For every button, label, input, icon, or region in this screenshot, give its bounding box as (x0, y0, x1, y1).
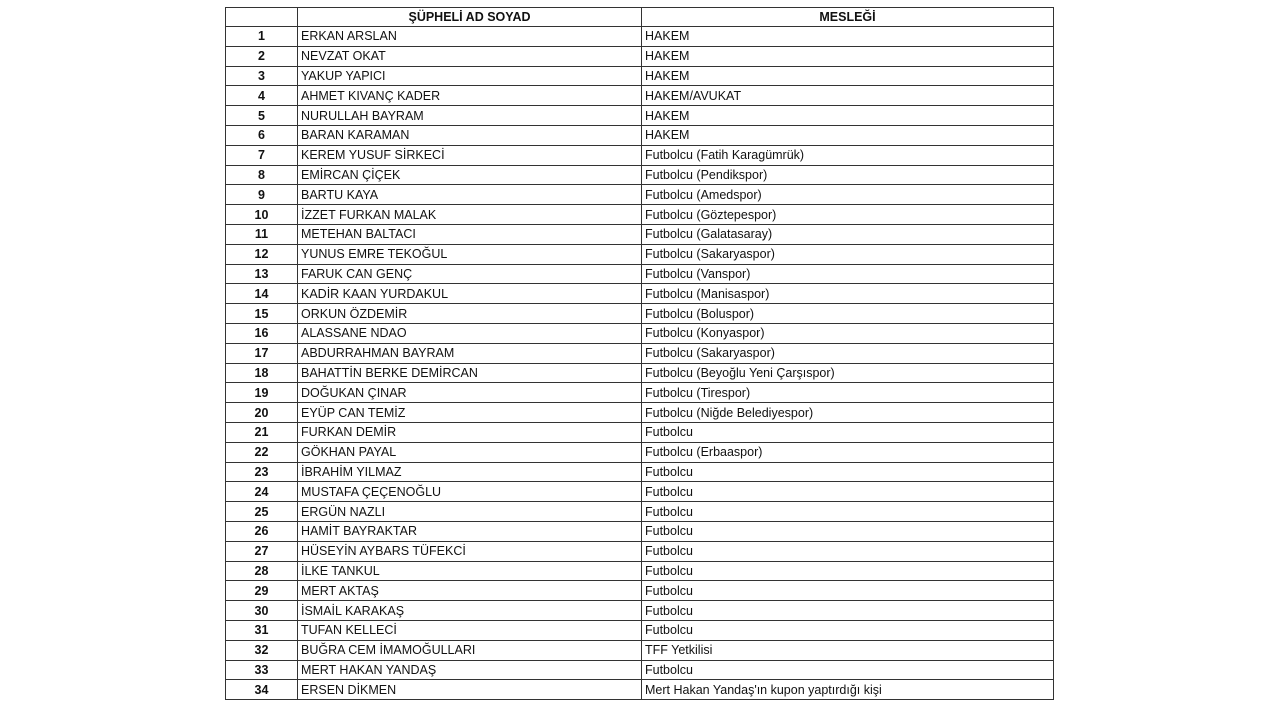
table-row (226, 640, 1054, 660)
table-row (226, 145, 1054, 165)
row-number: 23 (226, 462, 298, 482)
occupation: Futbolcu (642, 422, 1054, 442)
row-number: 26 (226, 521, 298, 541)
occupation: Futbolcu (Fatih Karagümrük) (642, 145, 1054, 165)
occupation: Futbolcu (642, 660, 1054, 680)
suspect-name: BUĞRA CEM İMAMOĞULLARI (298, 640, 642, 660)
suspect-name: MERT AKTAŞ (298, 581, 642, 601)
suspect-name: NEVZAT OKAT (298, 46, 642, 66)
occupation: HAKEM (642, 125, 1054, 145)
suspect-name: HAMİT BAYRAKTAR (298, 521, 642, 541)
suspect-name: İLKE TANKUL (298, 561, 642, 581)
header-number (226, 8, 298, 27)
occupation: Futbolcu (Vanspor) (642, 264, 1054, 284)
row-number: 4 (226, 86, 298, 106)
table-row (226, 106, 1054, 126)
occupation: Futbolcu (642, 561, 1054, 581)
occupation: Futbolcu (Niğde Belediyespor) (642, 403, 1054, 423)
row-number: 6 (226, 125, 298, 145)
table-row (226, 403, 1054, 423)
row-number: 29 (226, 581, 298, 601)
row-number: 8 (226, 165, 298, 185)
table-row (226, 422, 1054, 442)
suspect-name: KEREM YUSUF SİRKECİ (298, 145, 642, 165)
occupation: HAKEM (642, 46, 1054, 66)
suspect-name: METEHAN BALTACI (298, 224, 642, 244)
occupation: Futbolcu (642, 601, 1054, 621)
suspect-name: BAHATTİN BERKE DEMİRCAN (298, 363, 642, 383)
row-number: 22 (226, 442, 298, 462)
row-number: 16 (226, 323, 298, 343)
occupation: Futbolcu (Manisaspor) (642, 284, 1054, 304)
row-number: 24 (226, 482, 298, 502)
suspect-name: EYÜP CAN TEMİZ (298, 403, 642, 423)
header-row (226, 8, 1054, 27)
occupation: Futbolcu (642, 620, 1054, 640)
occupation: Futbolcu (Sakaryaspor) (642, 244, 1054, 264)
occupation: Futbolcu (Tirespor) (642, 383, 1054, 403)
occupation: Futbolcu (642, 581, 1054, 601)
table-row (226, 521, 1054, 541)
occupation: HAKEM (642, 66, 1054, 86)
table-row (226, 502, 1054, 522)
suspect-name: ORKUN ÖZDEMİR (298, 304, 642, 324)
occupation: Futbolcu (Beyoğlu Yeni Çarşıspor) (642, 363, 1054, 383)
suspects-table (225, 7, 1054, 700)
row-number: 14 (226, 284, 298, 304)
row-number: 15 (226, 304, 298, 324)
row-number: 1 (226, 27, 298, 47)
row-number: 7 (226, 145, 298, 165)
row-number: 34 (226, 680, 298, 700)
table-row (226, 125, 1054, 145)
occupation: Futbolcu (Amedspor) (642, 185, 1054, 205)
row-number: 3 (226, 66, 298, 86)
occupation: TFF Yetkilisi (642, 640, 1054, 660)
row-number: 27 (226, 541, 298, 561)
occupation: Futbolcu (Göztepespor) (642, 205, 1054, 225)
row-number: 12 (226, 244, 298, 264)
table-row (226, 244, 1054, 264)
table-row (226, 482, 1054, 502)
row-number: 2 (226, 46, 298, 66)
occupation: HAKEM (642, 27, 1054, 47)
suspect-name: İSMAİL KARAKAŞ (298, 601, 642, 621)
suspect-name: YAKUP YAPICI (298, 66, 642, 86)
table-row (226, 541, 1054, 561)
header-name: ŞÜPHELİ AD SOYAD (298, 8, 642, 27)
table-row (226, 581, 1054, 601)
row-number: 9 (226, 185, 298, 205)
row-number: 5 (226, 106, 298, 126)
row-number: 25 (226, 502, 298, 522)
table-row (226, 442, 1054, 462)
occupation: Futbolcu (Konyaspor) (642, 323, 1054, 343)
occupation: Futbolcu (Erbaaspor) (642, 442, 1054, 462)
table-body (226, 27, 1054, 700)
suspect-name: MUSTAFA ÇEÇENOĞLU (298, 482, 642, 502)
table-row (226, 561, 1054, 581)
table-row (226, 343, 1054, 363)
row-number: 32 (226, 640, 298, 660)
occupation: Futbolcu (642, 462, 1054, 482)
suspect-name: HÜSEYİN AYBARS TÜFEKCİ (298, 541, 642, 561)
suspect-name: EMİRCAN ÇİÇEK (298, 165, 642, 185)
table-row (226, 185, 1054, 205)
table-row (226, 323, 1054, 343)
row-number: 20 (226, 403, 298, 423)
suspect-name: GÖKHAN PAYAL (298, 442, 642, 462)
row-number: 28 (226, 561, 298, 581)
table-row (226, 46, 1054, 66)
table-row (226, 284, 1054, 304)
table-row (226, 462, 1054, 482)
suspect-name: BARTU KAYA (298, 185, 642, 205)
suspect-name: ERGÜN NAZLI (298, 502, 642, 522)
table-row (226, 86, 1054, 106)
table-row (226, 27, 1054, 47)
occupation: Futbolcu (Galatasaray) (642, 224, 1054, 244)
row-number: 11 (226, 224, 298, 244)
suspect-name: AHMET KIVANÇ KADER (298, 86, 642, 106)
suspect-name: BARAN KARAMAN (298, 125, 642, 145)
suspect-name: YUNUS EMRE TEKOĞUL (298, 244, 642, 264)
row-number: 10 (226, 205, 298, 225)
suspect-name: ALASSANE NDAO (298, 323, 642, 343)
suspect-name: ERKAN ARSLAN (298, 27, 642, 47)
occupation: Futbolcu (Boluspor) (642, 304, 1054, 324)
occupation: Futbolcu (Sakaryaspor) (642, 343, 1054, 363)
occupation: Futbolcu (642, 502, 1054, 522)
occupation: Futbolcu (642, 521, 1054, 541)
suspect-name: ABDURRAHMAN BAYRAM (298, 343, 642, 363)
row-number: 13 (226, 264, 298, 284)
suspect-name: FARUK CAN GENÇ (298, 264, 642, 284)
occupation: HAKEM (642, 106, 1054, 126)
table-row (226, 680, 1054, 700)
table-row (226, 620, 1054, 640)
row-number: 17 (226, 343, 298, 363)
occupation: Futbolcu (642, 482, 1054, 502)
table-row (226, 205, 1054, 225)
suspect-name: İZZET FURKAN MALAK (298, 205, 642, 225)
table-row (226, 660, 1054, 680)
row-number: 31 (226, 620, 298, 640)
header-occupation: MESLEĞİ (642, 8, 1054, 27)
suspect-name: FURKAN DEMİR (298, 422, 642, 442)
suspect-name: NURULLAH BAYRAM (298, 106, 642, 126)
table-row (226, 363, 1054, 383)
table-row (226, 165, 1054, 185)
table-row (226, 264, 1054, 284)
suspect-name: DOĞUKAN ÇINAR (298, 383, 642, 403)
occupation: Futbolcu (Pendikspor) (642, 165, 1054, 185)
row-number: 18 (226, 363, 298, 383)
suspect-name: KADİR KAAN YURDAKUL (298, 284, 642, 304)
table-row (226, 601, 1054, 621)
row-number: 30 (226, 601, 298, 621)
row-number: 21 (226, 422, 298, 442)
suspect-name: TUFAN KELLECİ (298, 620, 642, 640)
occupation: Mert Hakan Yandaş'ın kupon yaptırdığı kişi (642, 680, 1054, 700)
occupation: Futbolcu (642, 541, 1054, 561)
occupation: HAKEM/AVUKAT (642, 86, 1054, 106)
suspect-name: İBRAHİM YILMAZ (298, 462, 642, 482)
table-row (226, 383, 1054, 403)
table-row (226, 224, 1054, 244)
suspect-name: ERSEN DİKMEN (298, 680, 642, 700)
row-number: 33 (226, 660, 298, 680)
suspect-name: MERT HAKAN YANDAŞ (298, 660, 642, 680)
row-number: 19 (226, 383, 298, 403)
table-row (226, 66, 1054, 86)
table-row (226, 304, 1054, 324)
